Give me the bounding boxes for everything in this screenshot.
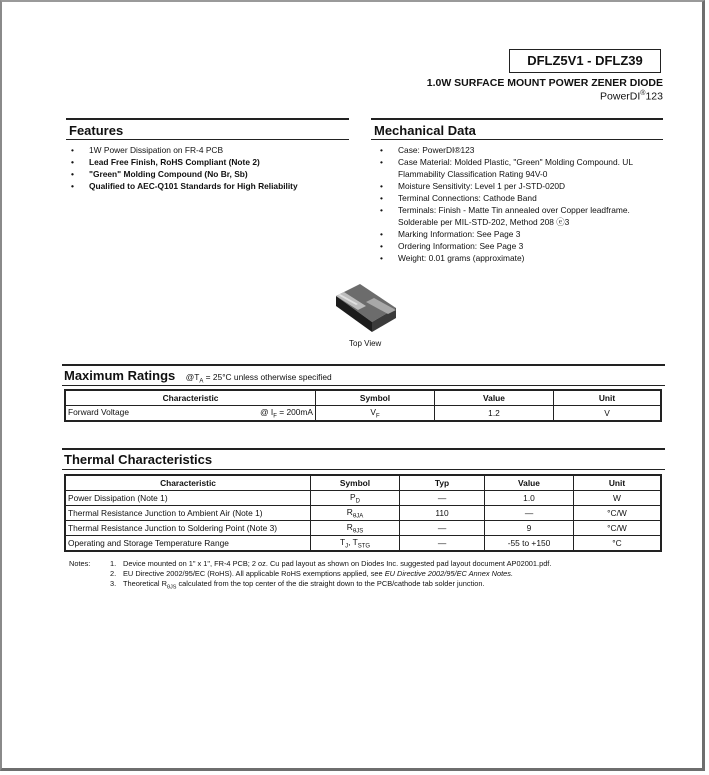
document-subtitle: 1.0W SURFACE MOUNT POWER ZENER DIODE <box>426 77 663 89</box>
unit-cell: °C/W <box>574 521 662 536</box>
table-row <box>65 491 661 506</box>
feature-item: • Qualified to AEC-Q101 Standards for High Reliability <box>69 180 349 192</box>
features-title: Features <box>69 123 124 138</box>
feature-item: • 1W Power Dissipation on FR-4 PCB <box>69 144 349 156</box>
symbol-sub: F <box>375 413 380 420</box>
max-ratings-table <box>64 389 662 422</box>
notes-list <box>110 559 670 592</box>
note-item <box>110 559 670 569</box>
note-text: Device mounted on 1" x 1", FR-4 PCB; 2 oz. Cu pad layout as shown on Diodes Inc. suggested pad layout document AP02001.pdf. <box>123 559 552 568</box>
mechanical-item: • Case: PowerDI®123 <box>378 144 663 156</box>
mechanical-item: • Terminal Connections: Cathode Band <box>378 192 663 204</box>
column-header: Unit <box>574 475 662 491</box>
table-header-row <box>65 390 661 406</box>
characteristic-cell: Thermal Resistance Junction to Soldering Point (Note 3) <box>65 521 311 536</box>
characteristic-text: Forward Voltage <box>68 406 129 417</box>
package-name <box>600 90 663 103</box>
row-condition <box>260 407 313 420</box>
condition-prefix: @T <box>185 372 200 382</box>
table-row <box>65 506 661 521</box>
thermal-title: Thermal Characteristics <box>64 452 213 467</box>
feature-item: • Lead Free Finish, RoHS Compliant (Note 2) <box>69 156 349 168</box>
note-number: 1. <box>110 559 117 568</box>
table-row <box>65 536 661 552</box>
characteristic-cell <box>65 406 316 422</box>
mechanical-top-rule <box>371 118 663 120</box>
note-number: 3. <box>110 579 117 588</box>
mechanical-list <box>378 144 663 264</box>
column-header: Value <box>485 475 574 491</box>
unit-cell: W <box>574 491 662 506</box>
typ-cell: — <box>400 521 485 536</box>
table-header-row <box>65 475 661 491</box>
mechanical-bottom-rule <box>371 139 663 140</box>
symbol-cell <box>311 521 400 536</box>
features-list <box>69 144 349 192</box>
column-header: Symbol <box>311 475 400 491</box>
column-header: Typ <box>400 475 485 491</box>
note-text: EU Directive 2002/95/EC (RoHS). All applicable RoHS exemptions applied, see <box>123 569 385 578</box>
thermal-table <box>64 474 662 552</box>
max-ratings-top-rule <box>62 364 665 366</box>
symbol-text: R <box>346 521 353 532</box>
value-cell: — <box>485 506 574 521</box>
mechanical-item: • Weight: 0.01 grams (approximate) <box>378 252 663 264</box>
mechanical-title: Mechanical Data <box>374 123 476 138</box>
column-header: Characteristic <box>65 390 316 406</box>
symbol-sub-2: STG <box>357 543 371 550</box>
mechanical-item: • Terminals: Finish - Matte Tin annealed over Copper leadframe. Solderable per MIL-STD-202, Method 208 ⓔ3 <box>378 204 663 228</box>
mechanical-item: • Marking Information: See Page 3 <box>378 228 663 240</box>
characteristic-cell: Power Dissipation (Note 1) <box>65 491 311 506</box>
thermal-top-rule <box>62 448 665 450</box>
typ-cell: 110 <box>400 506 485 521</box>
value-cell: 1.0 <box>485 491 574 506</box>
note-sub: θJS <box>166 584 177 591</box>
max-ratings-bottom-rule <box>62 385 665 386</box>
value-cell: 9 <box>485 521 574 536</box>
features-top-rule <box>66 118 349 120</box>
note-italic: EU Directive 2002/95/EC Annex Notes. <box>384 569 513 578</box>
mechanical-item: • Ordering Information: See Page 3 <box>378 240 663 252</box>
max-ratings-title: Maximum Ratings <box>64 368 176 383</box>
symbol-text: R <box>346 506 353 517</box>
symbol-sub: J <box>345 543 349 550</box>
symbol-cell <box>311 491 400 506</box>
symbol-cell <box>316 406 435 422</box>
package-label: PowerDI <box>600 90 641 103</box>
symbol-sub: θJS <box>352 528 364 535</box>
note-number: 2. <box>110 569 117 578</box>
note-text: Theoretical R <box>123 579 167 588</box>
typ-cell: — <box>400 491 485 506</box>
unit-cell: V <box>554 406 662 422</box>
feature-item: • "Green" Molding Compound (No Br, Sb) <box>69 168 349 180</box>
mechanical-item: • Case Material: Molded Plastic, "Green" Molding Compound. UL Flammability Classification Rating 94V-0 <box>378 156 663 180</box>
symbol-cell <box>311 506 400 521</box>
characteristic-cell: Operating and Storage Temperature Range <box>65 536 311 552</box>
column-header: Value <box>435 390 554 406</box>
note-rest: calculated from the top center of the die straight down to the PCB/cathode tab solder junction. <box>176 579 485 588</box>
thermal-bottom-rule <box>62 469 665 470</box>
note-item <box>110 569 670 579</box>
table-row <box>65 521 661 536</box>
symbol-sub: θJA <box>352 513 364 520</box>
row-condition-rest: = 200mA <box>276 406 313 417</box>
symbol-sub: D <box>355 498 360 505</box>
condition-rest: = 25°C unless otherwise specified <box>203 372 332 382</box>
row-condition-sub: F <box>273 413 277 420</box>
typ-cell: — <box>400 536 485 552</box>
column-header: Characteristic <box>65 475 311 491</box>
column-header: Unit <box>554 390 662 406</box>
notes-label: Notes: <box>69 559 91 568</box>
package-number: 123 <box>645 90 663 103</box>
value-cell: 1.2 <box>435 406 554 422</box>
symbol-text: T <box>339 536 346 547</box>
image-caption: Top View <box>349 339 382 348</box>
max-ratings-heading <box>64 367 332 385</box>
column-header: Symbol <box>316 390 435 406</box>
mechanical-item: • Moisture Sensitivity: Level 1 per J-STD-020D <box>378 180 663 192</box>
package-top-view-image <box>330 282 402 338</box>
characteristic-cell: Thermal Resistance Junction to Ambient Air (Note 1) <box>65 506 311 521</box>
features-bottom-rule <box>66 139 349 140</box>
registered-mark: ® <box>640 90 646 97</box>
symbol-cell <box>311 536 400 552</box>
table-row <box>65 406 661 422</box>
symbol-text: V <box>370 406 376 417</box>
condition-sub: A <box>199 378 204 385</box>
symbol-text: P <box>350 491 356 502</box>
row-condition-prefix: @ I <box>260 406 274 417</box>
max-ratings-condition <box>185 372 332 385</box>
unit-cell: °C/W <box>574 506 662 521</box>
value-cell: -55 to +150 <box>485 536 574 552</box>
symbol-mid: , T <box>348 536 358 547</box>
unit-cell: °C <box>574 536 662 552</box>
part-number: DFLZ5V1 - DFLZ39 <box>509 49 661 73</box>
note-item <box>110 579 670 592</box>
